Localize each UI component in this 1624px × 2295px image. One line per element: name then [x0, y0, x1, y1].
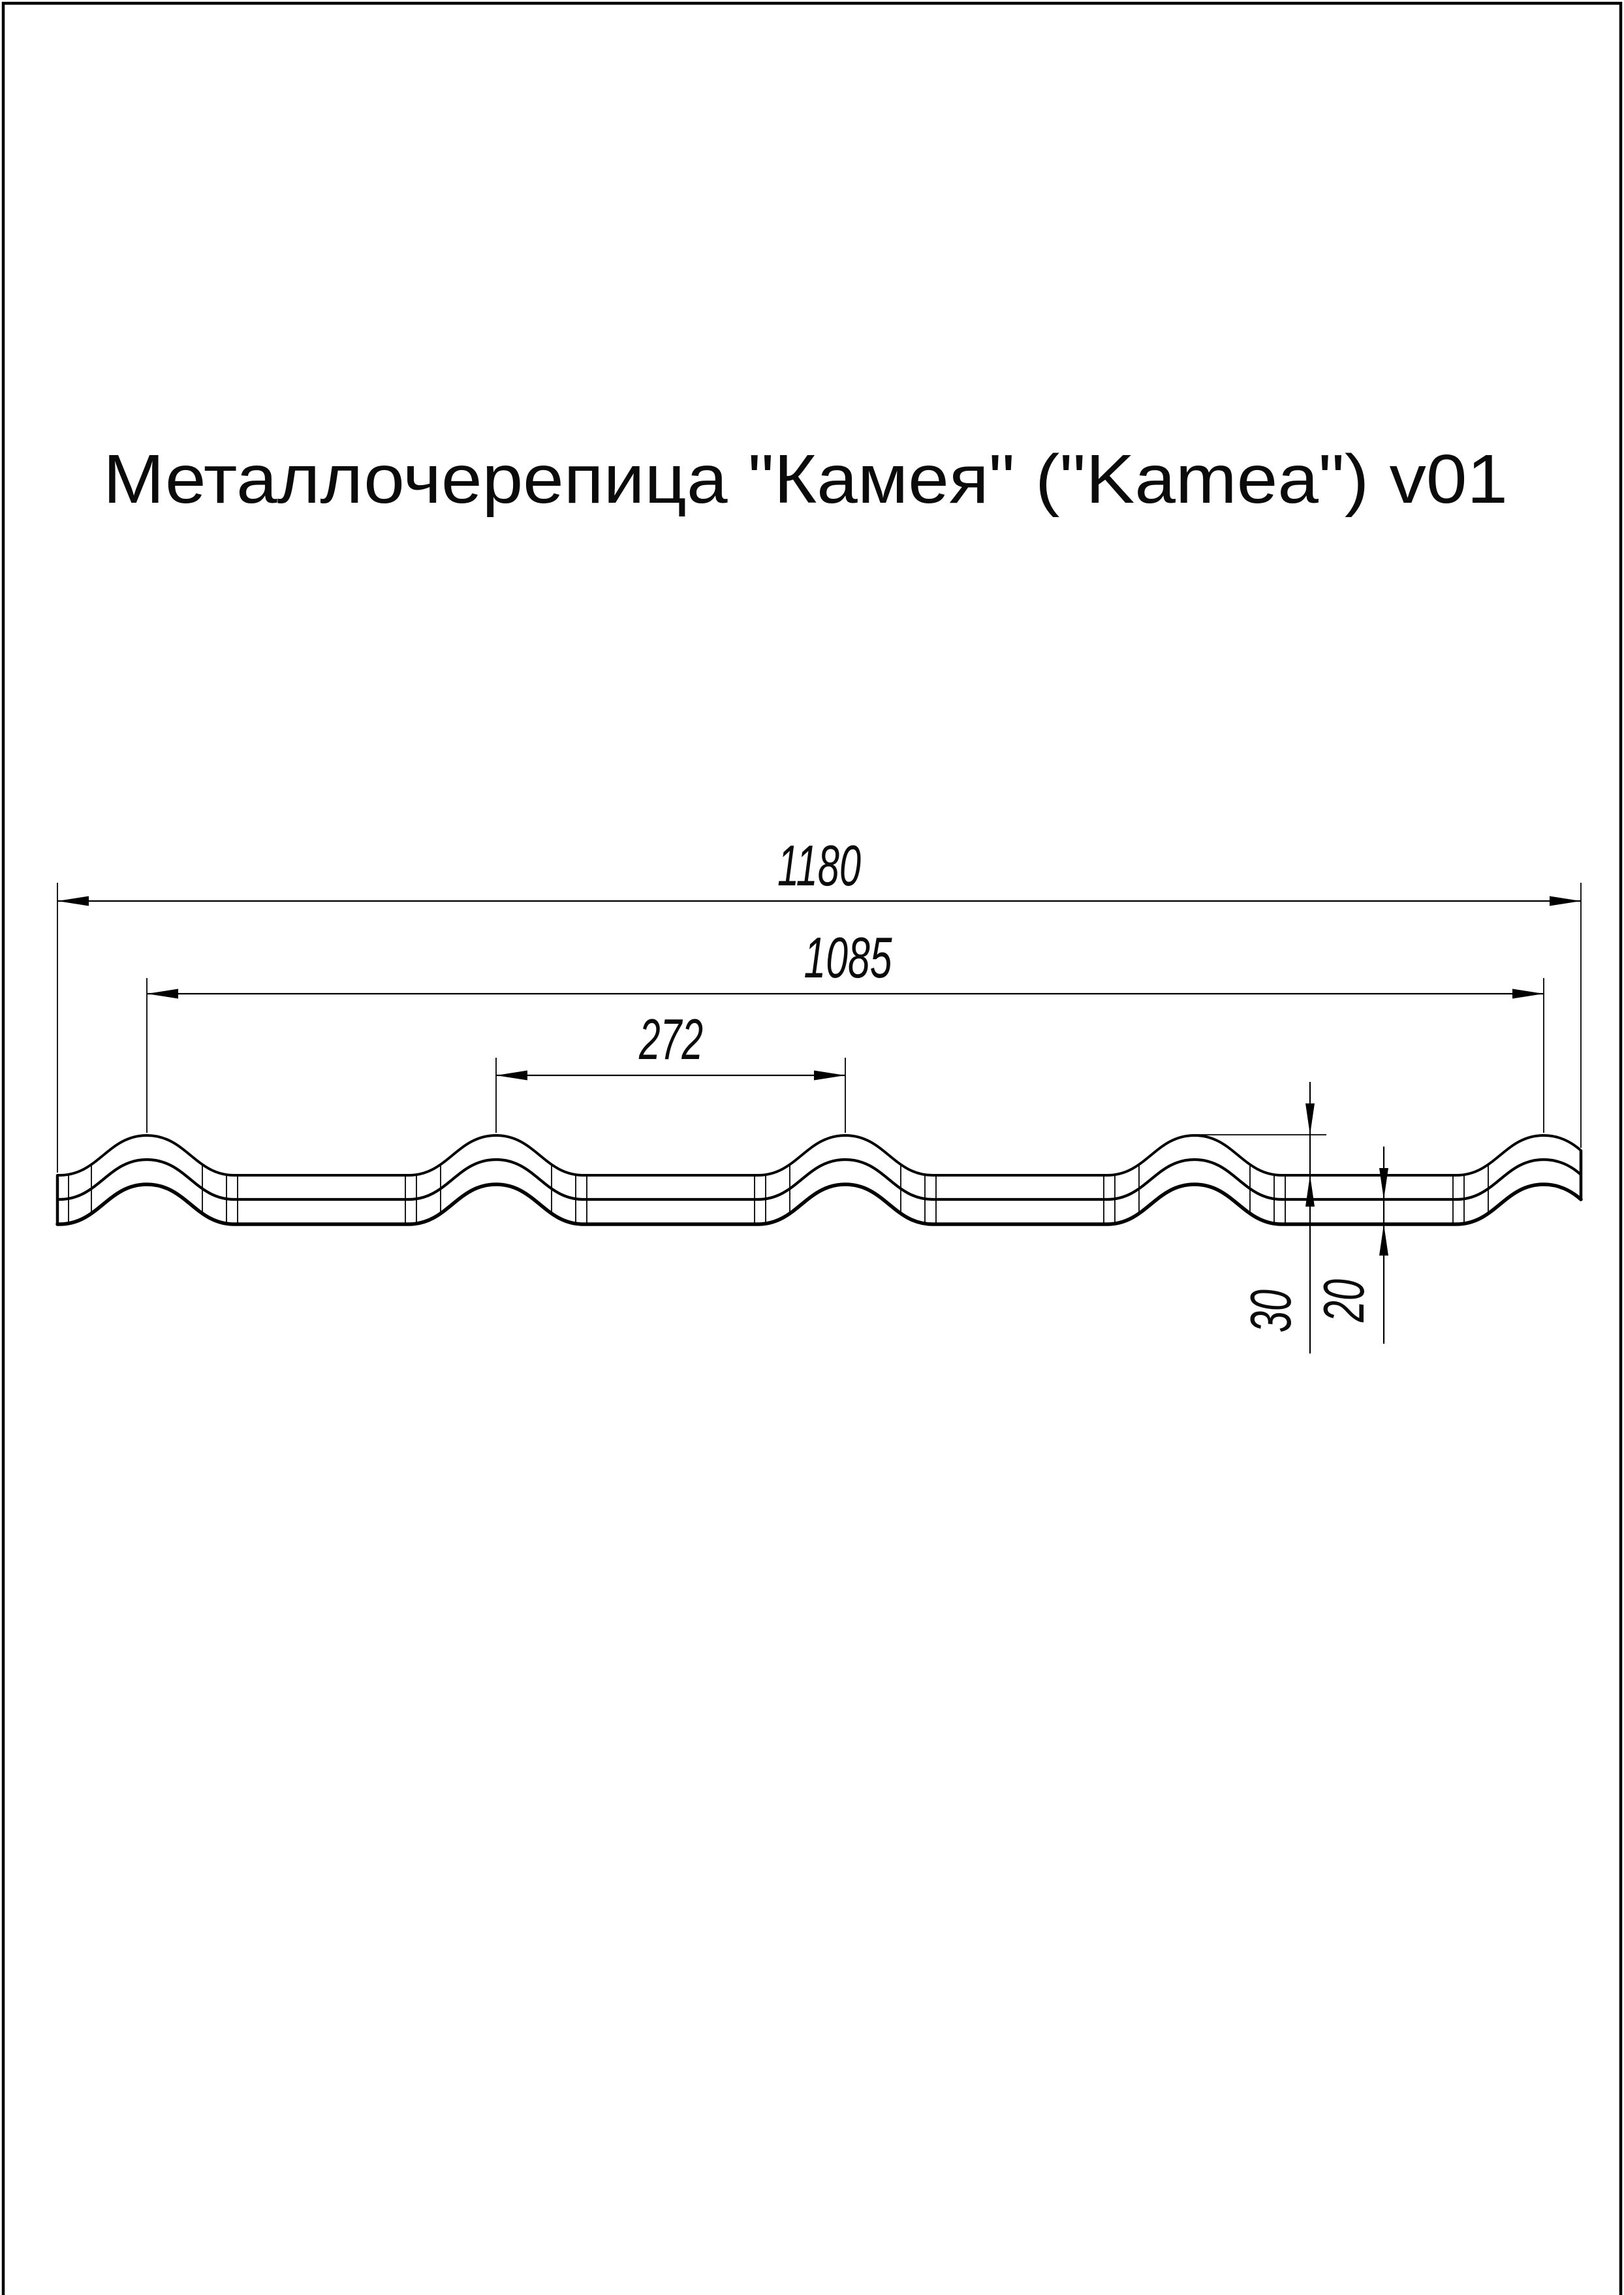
arrowhead-up: [1379, 1224, 1388, 1256]
dim-label-useful-width: 1085: [804, 925, 893, 990]
arrowhead-down: [1379, 1168, 1388, 1199]
arrowhead-right: [1550, 896, 1581, 906]
tile-profile-view: [57, 1135, 1581, 1224]
arrowhead-left: [496, 1071, 527, 1081]
arrowhead-left: [147, 989, 178, 999]
dimension-annotations: [57, 833, 1581, 1353]
profile-top-curve: [57, 1135, 1581, 1175]
drawing-title: Металлочерепица "Камея" ("Kamea") v01: [103, 441, 1508, 518]
dim-label-step-height: 20: [1311, 1258, 1376, 1322]
arrowhead-right: [814, 1071, 845, 1081]
dim-overall-width: [57, 833, 1581, 1173]
arrowhead-up: [1305, 1175, 1315, 1207]
arrowhead-right: [1512, 989, 1544, 999]
arrowhead-down: [1305, 1103, 1315, 1135]
page-border-frame: [3, 3, 1621, 2295]
dim-label-wave-pitch: 272: [638, 1007, 703, 1071]
profile-bottom-curve: [57, 1184, 1581, 1224]
dim-label-wave-height: 30: [1238, 1269, 1303, 1333]
dim-wave-pitch: [496, 1007, 845, 1133]
arrowhead-left: [57, 896, 89, 906]
dim-label-overall-width: 1180: [777, 833, 862, 898]
